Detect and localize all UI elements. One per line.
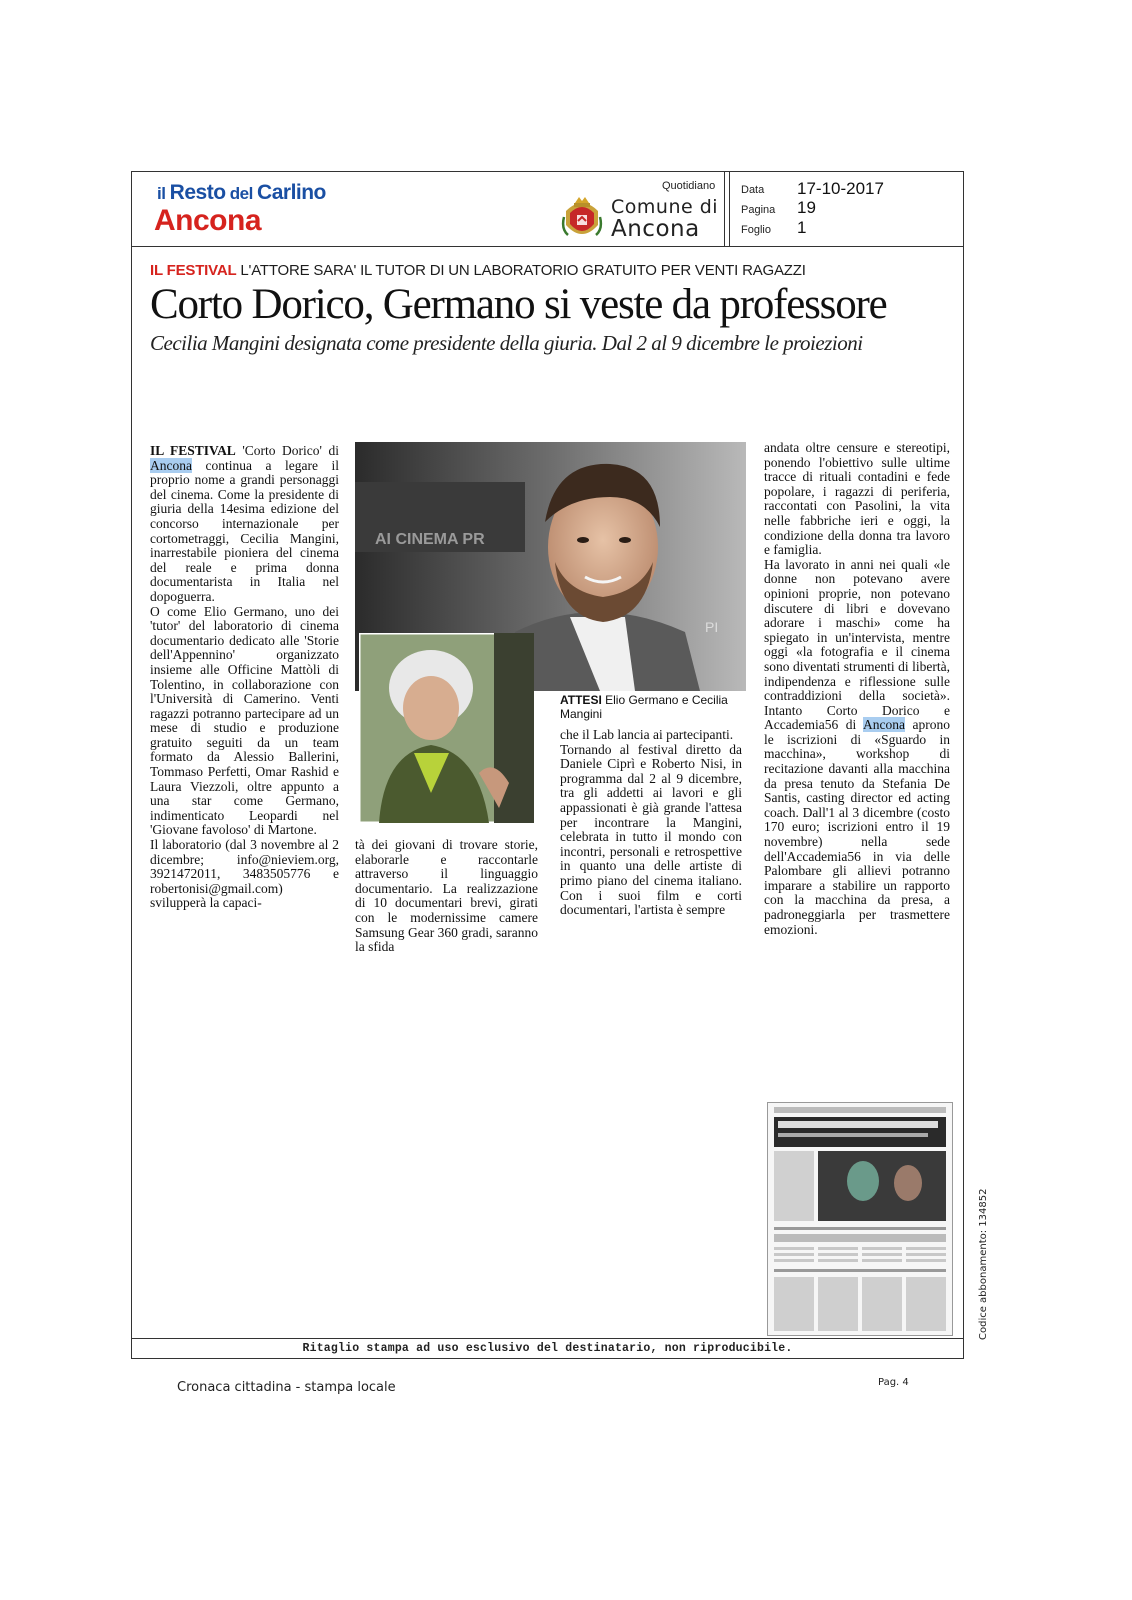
- paragraph: andata oltre censure e stereotipi, ponendo l'obiettivo sulle ultime tracce di rituali contadini e fede popolare, i ragazzi di periferia, raccontati con Pasolini, la vita nelle fabbriche ieri e oggi, la condizione della donna tra lavoro e famiglia.: [764, 440, 950, 558]
- data-label: Data: [741, 184, 765, 196]
- ancona-coat-of-arms-icon: [560, 191, 604, 243]
- highlight-ancona: Ancona: [150, 457, 192, 473]
- meta-divider-2: [729, 171, 730, 246]
- clipping-notice: Ritaglio stampa ad uso esclusivo del destinatario, non riproducibile.: [302, 1342, 793, 1355]
- svg-text:PI: PI: [705, 619, 719, 635]
- page-thumbnail: [767, 1102, 953, 1336]
- pagina-value: 19: [797, 198, 816, 217]
- foglio-value: 1: [797, 218, 807, 237]
- paragraph: Tornando al festival diretto da Daniele Ciprì e Roberto Nisi, in programma dal 2 al 9 dicembre, tra gli addetti ai lavori e gli appassionati è già grande l'attesa per incontrare la Mangini, celebrata in tutto il mondo con incontri, personali e retrospettive in quanto una delle artiste di primo piano del cinema italiano. Con i suoi film e corti documentari, l'artista è sempre: [560, 741, 742, 918]
- paragraph: Ha lavorato in anni nei quali «le donne non potevano avere opinioni proprie, non potevano discutere di libri e dovevano adorare i maschi» come ha spiegato in un'intervista, mentre oggi «la fotografia e il cinema sono diventati strumenti di libertà, indipendenza e riflessione sulle contraddizioni della società». Intanto Corto Dorico e Accademia56 di Ancona aprono le iscrizioni di «Sguardo in macchina», workshop di recitazione davanti alla macchina da presa tenuto da Stefania De Santis, casting director ed acting coach. Dall'1 al 3 dicembre (costo 170 euro; iscrizioni entro il 19 novembre) nella sede dell'Accademia56 in via delle Palombare gli allievi potranno imparare a stabilire un rapporto con la macchina da presa, a padroneggiarla per trasmettere emozioni.: [764, 556, 950, 937]
- comune-line1: Comune di: [611, 196, 719, 218]
- footer-divider: [131, 1338, 964, 1339]
- paragraph: tà dei giovani di trovare storie, elaborarle e raccontarle attraverso il linguaggio documentario. La realizzazione di 10 documentari brevi, girati con le modernissime camere Samsung Gear 360 gradi, saranno la sfida: [355, 837, 538, 955]
- masthead-city: Ancona: [154, 204, 262, 237]
- photo-cecilia-mangini: [359, 633, 534, 823]
- codice-abbonamento: Codice abbonamento: 134852: [978, 1188, 989, 1340]
- publication-type: Quotidiano: [662, 180, 716, 192]
- article-headline: Corto Dorico, Germano si veste da professore: [150, 281, 887, 328]
- photo-caption: ATTESI Elio Germano e Cecilia Mangini: [560, 693, 728, 721]
- masthead-title: il Resto del Carlino: [157, 181, 326, 204]
- section-label: Cronaca cittadina - stampa locale: [177, 1380, 396, 1395]
- article-column-4: [764, 441, 950, 937]
- article-column-2: [355, 838, 538, 955]
- svg-text:AI CINEMA PR: AI CINEMA PR: [375, 531, 485, 548]
- pagina-label: Pagina: [741, 204, 776, 216]
- meta-divider: [724, 171, 725, 246]
- paragraph: O come Elio Germano, uno dei 'tutor' del laboratorio di cinema documentario dedicato alle 'Storie dell'Appennino' organizzato insieme alle Officine Mattòli di Tolentino, in collaborazione con l'Università di Camerino. Venti ragazzi potranno partecipare ad un mese di studio e produzione gratuito seguiti da un team formato da Alessio Ballerini, Tommaso Perfetti, Omar Rashid e Laura Viezzoli, oltre appunto a una star come Germano, indimenticato Leopardi nel 'Giovane favoloso' di Martone.: [150, 603, 339, 838]
- header-divider: [131, 246, 964, 247]
- paragraph: che il Lab lancia ai partecipanti.: [560, 727, 734, 742]
- highlight-ancona: Ancona: [863, 717, 905, 733]
- article-column-3: [560, 728, 742, 918]
- foglio-label: Foglio: [741, 224, 771, 236]
- page-number: Pag. 4: [878, 1377, 909, 1388]
- comune-line2: Ancona: [611, 216, 700, 242]
- paragraph: IL FESTIVAL 'Corto Dorico' di Ancona continua a legare il proprio nome a grandi personaggi del cinema. Come la presidente di giuria della 14esima edizione del concorso internazionale per cortometraggi, Cecilia Mangini, inarrestabile pioniera del cinema del reale e prima donna documentarista in Italia nel dopoguerra.: [150, 443, 340, 604]
- article-subhead: Cecilia Mangini designata come presidente della giuria. Dal 2 al 9 dicembre le proiezioni: [150, 331, 863, 355]
- paragraph: Il laboratorio (dal 3 novembre al 2 dicembre; info@nieviem.org, 3921472011, 3483505776 e robertonisi@gmail.com) svilupperà la capaci-: [150, 837, 339, 911]
- data-value: 17-10-2017: [797, 179, 884, 198]
- article-kicker: IL FESTIVAL L'ATTORE SARA' IL TUTOR DI UN LABORATORIO GRATUITO PER VENTI RAGAZZI: [150, 262, 806, 279]
- article-column-1: [150, 444, 339, 911]
